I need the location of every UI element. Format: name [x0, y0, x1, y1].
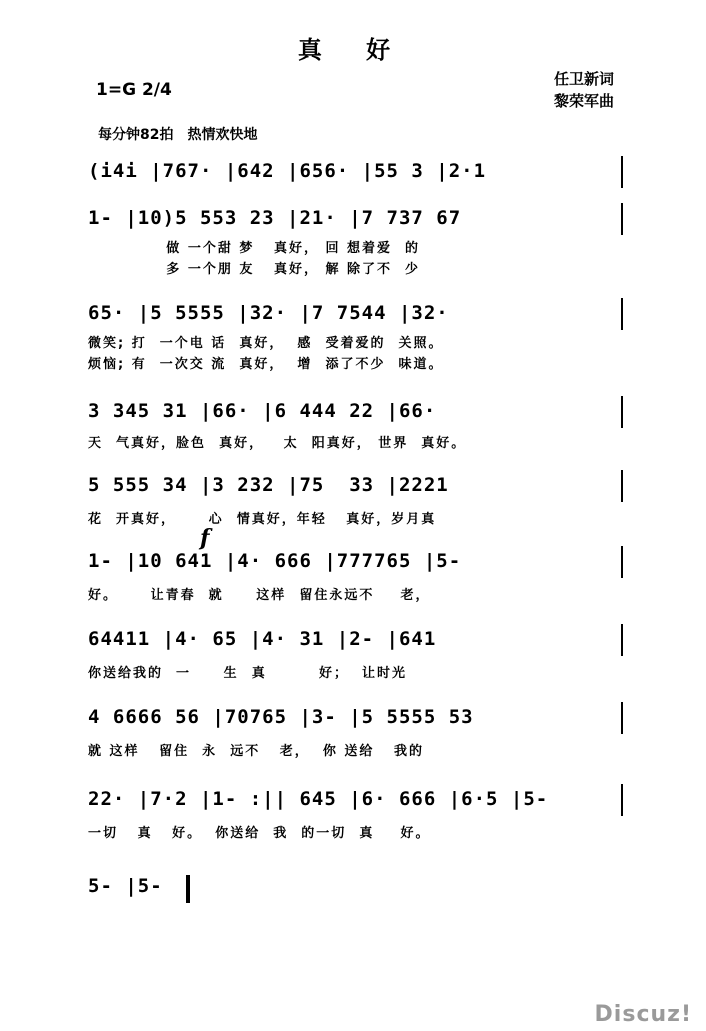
barline: [621, 203, 623, 235]
notes: 22· |7·2 |1- :|| 645 |6· 666 |6·5 |5-: [88, 788, 549, 810]
notes: 64411 |4· 65 |4· 31 |2- |641: [88, 628, 437, 650]
lyrics: 天 气真好，脸色 真好， 太 阳真好， 世界 真好。: [88, 436, 467, 451]
key-signature: 1=G 2/4: [96, 80, 172, 100]
notes: (i4i |767· |642 |656· |55 3 |2·1: [88, 160, 487, 182]
score-line-2: [88, 207, 622, 277]
notes: 3 345 31 |66· |6 444 22 |66·: [88, 400, 437, 422]
lyrics-verse-2: 烦恼; 有 一次交 流 真好， 增 添了不少 味道。: [88, 357, 444, 372]
notes: 65· |5 5555 |32· |7 7544 |32·: [88, 302, 449, 324]
barline: [621, 470, 623, 502]
barline: [621, 298, 623, 330]
score-line-8: [88, 706, 622, 766]
notes: 1- |10 641 |4· 666 |777765 |5-: [88, 550, 462, 572]
lyrics-verse-2: 多 一个朋 友 真好， 解 除了不 少: [88, 262, 421, 277]
score-line-9: [88, 788, 622, 848]
score-line-7: [88, 628, 622, 688]
lyrics: 花 开真好， 心 情真好，年轻 真好，岁月真: [88, 512, 437, 527]
dynamic-forte: f: [200, 525, 210, 551]
lyrics-verse-1: 做 一个甜 梦 真好， 回 想着爱 的: [88, 241, 421, 256]
barline: [621, 784, 623, 816]
score-line-5: [88, 474, 622, 534]
watermark-logo: Discuz!: [594, 1002, 692, 1027]
score-line-6: [88, 550, 622, 610]
barline: [621, 624, 623, 656]
final-barline: [186, 875, 190, 903]
barline: [621, 396, 623, 428]
tempo-marking: 每分钟82拍 热情欢快地: [98, 127, 258, 143]
composer-credit: 黎荣军曲: [553, 92, 614, 110]
score-line-4: [88, 400, 622, 460]
lyrics: 你送给我的 一 生 真 好； 让时光: [88, 666, 407, 681]
lyricist-credit: 任卫新词: [553, 70, 614, 88]
barline: [621, 156, 623, 188]
score-line-10: [88, 875, 622, 935]
notes: 4 6666 56 |70765 |3- |5 5555 53: [88, 706, 474, 728]
lyrics: 一切 真 好。 你送给 我 的一切 真 好。: [88, 826, 431, 841]
notes: 5 555 34 |3 232 |75 33 |2221: [88, 474, 449, 496]
notes: 5- |5-: [88, 875, 163, 897]
song-title: 真 好: [297, 36, 409, 64]
lyrics: 好。 让青春 就 这样 留住永远不 老，: [88, 588, 431, 603]
barline: [621, 702, 623, 734]
barline: [621, 546, 623, 578]
notes: 1- |10)5 553 23 |21· |7 737 67: [88, 207, 462, 229]
score-line-3: [88, 302, 622, 372]
lyrics-verse-1: 微笑; 打 一个电 话 真好， 感 受着爱的 关照。: [88, 336, 444, 351]
lyrics: 就 这样 留住 永 远不 老， 你 送给 我的: [88, 744, 424, 759]
